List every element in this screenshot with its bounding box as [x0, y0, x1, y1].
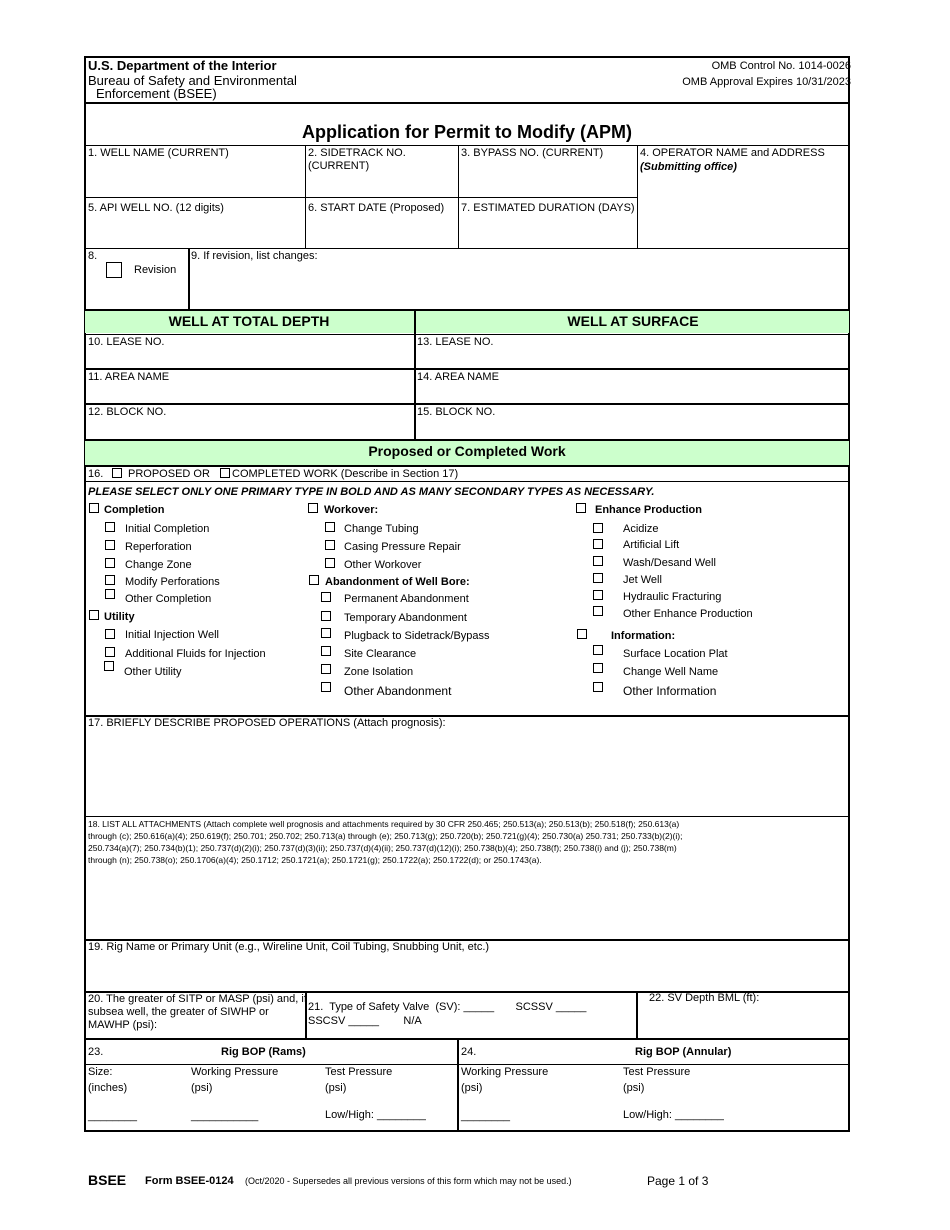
annular-low-high-input[interactable]: Low/High: ________ — [623, 1109, 724, 1121]
other-information-checkbox[interactable] — [593, 682, 603, 692]
utility-checkbox[interactable] — [89, 610, 99, 620]
rams-size-input[interactable]: ________ — [88, 1110, 137, 1122]
describe-operations-input[interactable] — [88, 732, 846, 812]
revision-changes-input[interactable] — [194, 264, 844, 304]
modify-perforations-checkbox[interactable] — [105, 575, 115, 585]
other-workover-label: Other Workover — [344, 559, 422, 571]
jet-well-checkbox[interactable] — [593, 573, 603, 583]
sidetrack-label-2: (CURRENT) — [308, 160, 370, 172]
duration-input[interactable] — [461, 216, 631, 244]
annular-working-pressure-label: Working Pressure — [461, 1066, 549, 1078]
start-date-input[interactable] — [308, 216, 453, 244]
attachments-input[interactable] — [88, 868, 846, 936]
rams-working-pressure-input[interactable]: ___________ — [191, 1110, 259, 1122]
acidize-checkbox[interactable] — [593, 523, 603, 533]
hydraulic-fracturing-checkbox[interactable] — [593, 590, 603, 600]
site-clearance-checkbox[interactable] — [321, 646, 331, 656]
permanent-abandonment-label: Permanent Abandonment — [344, 593, 469, 605]
field-16-label: 16. — [88, 468, 104, 480]
surface-location-plat-label: Surface Location Plat — [623, 648, 728, 660]
bypass-input[interactable] — [461, 158, 631, 194]
rams-test-pressure-label: Test Pressure — [325, 1066, 393, 1078]
casing-pressure-label: Casing Pressure Repair — [344, 541, 461, 553]
hydraulic-fracturing-label: Hydraulic Fracturing — [623, 591, 722, 603]
omb-control: OMB Control No. 1014-0026 — [711, 60, 851, 72]
api-well-label: 5. API WELL NO. (12 digits) — [88, 202, 224, 214]
plugback-label: Plugback to Sidetrack/Bypass — [344, 630, 490, 642]
plugback-checkbox[interactable] — [321, 628, 331, 638]
temporary-abandonment-label: Temporary Abandonment — [344, 612, 467, 624]
surface-area-name-label: 14. AREA NAME — [417, 371, 499, 383]
rule — [84, 197, 637, 198]
bypass-label: 3. BYPASS NO. (CURRENT) — [461, 147, 604, 159]
agency-name: U.S. Department of the Interior — [88, 58, 277, 73]
safety-valve-type-options: SSCSV _____ N/A — [308, 1015, 422, 1027]
other-utility-label: Other Utility — [124, 666, 182, 678]
rams-working-pressure-label: Working Pressure — [191, 1066, 279, 1078]
additional-fluids-checkbox[interactable] — [105, 647, 115, 657]
operator-input[interactable] — [640, 176, 845, 244]
revision-checkbox[interactable] — [106, 262, 122, 278]
annular-test-pressure-label: Test Pressure — [623, 1066, 691, 1078]
attachments-label — [88, 818, 682, 866]
annular-working-pressure-unit: (psi) — [461, 1082, 483, 1094]
reperforation-label: Reperforation — [125, 541, 192, 553]
zone-isolation-checkbox[interactable] — [321, 664, 331, 674]
rule — [84, 816, 850, 817]
artificial-lift-checkbox[interactable] — [593, 539, 603, 549]
sitp-line-2: subsea well, the greater of SIWHP or — [88, 1006, 269, 1018]
rule — [84, 1064, 850, 1065]
lease-no-label: 10. LEASE NO. — [88, 336, 165, 348]
modify-perforations-label: Modify Perforations — [125, 576, 220, 588]
other-completion-label: Other Completion — [125, 593, 212, 605]
other-utility-checkbox[interactable] — [104, 661, 114, 671]
well-name-input[interactable] — [88, 158, 300, 194]
abandonment-checkbox[interactable] — [309, 575, 319, 585]
operator-label: 4. OPERATOR NAME and ADDRESS — [640, 147, 825, 159]
attachments-line-2: through (c); 250.616(a)(4); 250.619(f); 250.701; 250.702; 250.713(a) through (e); 250.713(g); 250.720(b); 250.721(g)(4); 250.730(a) 250.731; 250.733(b)(2)(i); — [88, 831, 683, 841]
start-date-label: 6. START DATE (Proposed) — [308, 202, 445, 214]
initial-completion-checkbox[interactable] — [105, 522, 115, 532]
proposed-checkbox[interactable] — [112, 468, 122, 478]
area-name-label: 11. AREA NAME — [88, 371, 170, 383]
rule — [84, 334, 850, 335]
initial-injection-label: Initial Injection Well — [125, 629, 219, 641]
page-number: Page 1 of 3 — [647, 1174, 709, 1188]
rule — [188, 248, 190, 309]
zone-isolation-label: Zone Isolation — [344, 666, 414, 678]
work-heading: Proposed or Completed Work — [368, 443, 566, 459]
sitp-line-3: MAWHP (psi): — [88, 1019, 158, 1031]
block-no-label: 12. BLOCK NO. — [88, 406, 167, 418]
proposed-label: PROPOSED OR — [128, 468, 210, 480]
change-well-name-checkbox[interactable] — [593, 663, 603, 673]
initial-injection-checkbox[interactable] — [105, 629, 115, 639]
attachments-line-1: 18. LIST ALL ATTACHMENTS (Attach complete well prognosis and attachments required by 30 CFR 250.465; 250.513(a); 250.513(b); 250.518(f); 250.613(a) — [88, 819, 680, 829]
other-workover-checkbox[interactable] — [325, 558, 335, 568]
site-clearance-label: Site Clearance — [344, 648, 417, 660]
sidetrack-input[interactable] — [308, 174, 453, 194]
api-well-input[interactable] — [88, 216, 300, 244]
change-well-name-label: Change Well Name — [623, 666, 719, 678]
rule — [84, 102, 850, 104]
rams-working-pressure-unit: (psi) — [191, 1082, 213, 1094]
sv-depth-input[interactable] — [649, 1007, 844, 1035]
safety-valve-type-label: 21. Type of Safety Valve (SV): _____ SCSSV _____ — [308, 1001, 587, 1013]
surface-location-plat-checkbox[interactable] — [593, 645, 603, 655]
bureau-line1: Bureau of Safety and Environmental — [88, 73, 297, 88]
artificial-lift-label: Artificial Lift — [623, 539, 680, 551]
annular-test-pressure-unit: (psi) — [623, 1082, 645, 1094]
revision-changes-label: 9. If revision, list changes: — [191, 250, 318, 262]
enhance-production-checkbox[interactable] — [576, 503, 586, 513]
completion-label: Completion — [104, 504, 165, 516]
duration-label: 7. ESTIMATED DURATION (DAYS) — [461, 202, 635, 214]
surface-block-no-input[interactable] — [418, 419, 846, 436]
rig-bop-rams-label: Rig BOP (Rams) — [221, 1046, 306, 1058]
sidetrack-label: 2. SIDETRACK NO. — [308, 147, 406, 159]
workover-checkbox[interactable] — [308, 503, 318, 513]
rule — [637, 145, 638, 248]
rule — [84, 481, 850, 482]
well-surface-heading: WELL AT SURFACE — [567, 313, 699, 329]
field-23-label: 23. — [88, 1046, 104, 1058]
other-enhance-label: Other Enhance Production — [623, 608, 753, 620]
field-24-label: 24. — [461, 1046, 477, 1058]
completed-label: COMPLETED WORK (Describe in Section 17) — [232, 468, 459, 480]
lease-no-input[interactable] — [88, 349, 410, 366]
abandonment-label: Abandonment of Well Bore: — [325, 576, 470, 588]
rule — [84, 145, 850, 146]
operator-sublabel: (Submitting office) — [640, 161, 737, 173]
describe-operations-label: 17. BRIEFLY DESCRIBE PROPOSED OPERATIONS (Attach prognosis): — [88, 717, 446, 729]
annular-working-pressure-input[interactable]: ________ — [461, 1110, 510, 1122]
rule — [457, 1038, 459, 1132]
sv-depth-label: 22. SV Depth BML (ft): — [649, 992, 760, 1004]
additional-fluids-label: Additional Fluids for Injection — [125, 648, 266, 660]
change-tubing-label: Change Tubing — [344, 523, 419, 535]
wash-desand-label: Wash/Desand Well — [623, 557, 716, 569]
omb-expires: OMB Approval Expires 10/31/2023 — [682, 76, 851, 88]
surface-lease-no-label: 13. LEASE NO. — [417, 336, 494, 348]
casing-pressure-checkbox[interactable] — [325, 540, 335, 550]
attachments-line-3: 250.734(a)(7); 250.734(b)(1); 250.737(d)(2)(i); 250.737(d)(3)(ii); 250.737(d)(4)(ii); 250.737(d)(12)(i); 250.738(b)(4); 250.738(f); 250.738(i) and (j); 250.738(m) — [88, 843, 677, 853]
other-completion-checkbox[interactable] — [105, 589, 115, 599]
footer-note: (Oct/2020 - Supersedes all previous versions of this form which may not be used.) — [245, 1176, 572, 1186]
jet-well-label: Jet Well — [623, 574, 662, 586]
completion-checkbox[interactable] — [89, 503, 99, 513]
utility-label: Utility — [104, 611, 135, 623]
other-information-label: Other Information — [623, 684, 717, 698]
rule — [84, 403, 850, 405]
footer-bsee: BSEE — [88, 1172, 127, 1188]
workover-label: Workover: — [324, 504, 379, 516]
rig-bop-annular-label: Rig BOP (Annular) — [635, 1046, 732, 1058]
attachments-line-4: through (n); 250.738(o); 250.1706(a)(4); 250.1712; 250.1721(a); 250.1721(g); 250.1722(a); 250.1722(d); or 250.1743(a). — [88, 855, 542, 865]
selection-instruction: PLEASE SELECT ONLY ONE PRIMARY TYPE IN BOLD AND AS MANY SECONDARY TYPES AS NECESSARY. — [88, 486, 655, 498]
wash-desand-checkbox[interactable] — [593, 556, 603, 566]
block-no-input[interactable] — [88, 419, 410, 436]
sitp-line-1: 20. The greater of SITP or MASP (psi) and, if — [88, 993, 307, 1005]
surface-area-name-input[interactable] — [418, 384, 846, 401]
form-title: Application for Permit to Modify (APM) — [302, 122, 632, 142]
other-enhance-checkbox[interactable] — [593, 606, 603, 616]
permanent-abandonment-checkbox[interactable] — [321, 592, 331, 602]
completed-checkbox[interactable] — [220, 468, 230, 478]
field-8-label: 8. — [88, 250, 98, 262]
bureau-line2: Enforcement (BSEE) — [96, 86, 217, 101]
other-abandonment-label: Other Abandonment — [344, 684, 452, 698]
rig-name-label: 19. Rig Name or Primary Unit (e.g., Wireline Unit, Coil Tubing, Snubbing Unit, etc.) — [88, 941, 490, 953]
information-label: Information: — [611, 630, 676, 642]
rule — [84, 1038, 850, 1040]
rule — [84, 248, 850, 249]
rams-size-unit: (inches) — [88, 1082, 128, 1094]
reperforation-checkbox[interactable] — [105, 540, 115, 550]
other-abandonment-checkbox[interactable] — [321, 682, 331, 692]
acidize-label: Acidize — [623, 523, 659, 535]
footer-form-number: Form BSEE-0124 — [145, 1175, 234, 1187]
rule — [84, 465, 850, 467]
rams-low-high-input[interactable]: Low/High: ________ — [325, 1109, 426, 1121]
area-name-input[interactable] — [88, 384, 410, 401]
surface-block-no-label: 15. BLOCK NO. — [417, 406, 496, 418]
rams-size-label: Size: — [88, 1066, 113, 1078]
well-name-label: 1. WELL NAME (CURRENT) — [88, 147, 229, 159]
temporary-abandonment-checkbox[interactable] — [321, 611, 331, 621]
information-checkbox[interactable] — [577, 629, 587, 639]
change-tubing-checkbox[interactable] — [325, 522, 335, 532]
well-total-depth-heading: WELL AT TOTAL DEPTH — [168, 313, 330, 329]
rule — [636, 991, 638, 1038]
rig-name-input[interactable] — [88, 956, 846, 988]
initial-completion-label: Initial Completion — [125, 523, 210, 535]
sitp-masp-label — [88, 993, 307, 1032]
enhance-production-label: Enhance Production — [595, 504, 702, 516]
change-zone-label: Change Zone — [125, 559, 192, 571]
revision-label: Revision — [134, 264, 177, 276]
rams-test-pressure-unit: (psi) — [325, 1082, 347, 1094]
surface-lease-no-input[interactable] — [418, 349, 846, 366]
change-zone-checkbox[interactable] — [105, 558, 115, 568]
rule — [84, 368, 850, 370]
